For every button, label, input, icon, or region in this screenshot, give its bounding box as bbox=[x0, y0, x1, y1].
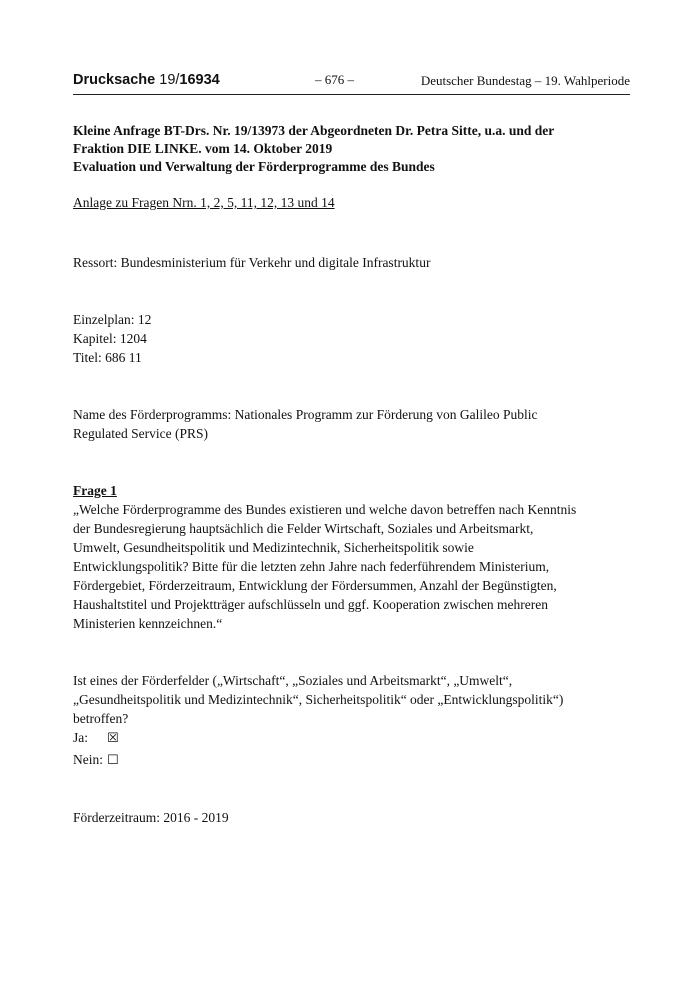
frage-text-line: Fördergebiet, Förderzeitraum, Entwicklung der Fördersummen, Anzahl der Begünstigten, bbox=[73, 578, 557, 593]
ressort-line: Ressort: Bundesministerium für Verkehr und digitale Infrastruktur bbox=[73, 255, 431, 270]
ja-checkbox-checked-icon[interactable]: ☒ bbox=[107, 731, 119, 746]
ja-option bbox=[73, 728, 119, 748]
page-number: – 676 – bbox=[315, 72, 354, 87]
kapitel-line: Kapitel: 1204 bbox=[73, 331, 147, 346]
title-line-2: Fraktion DIE LINKE. vom 14. Oktober 2019 bbox=[73, 141, 333, 156]
programm-line-1: Name des Förderprogramms: Nationales Programm zur Förderung von Galileo Public bbox=[73, 407, 538, 422]
programm-line-2: Regulated Service (PRS) bbox=[73, 426, 208, 441]
title-line-3: Evaluation und Verwaltung der Förderprogramme des Bundes bbox=[73, 159, 435, 174]
doc-label: Drucksache bbox=[73, 72, 156, 88]
inquiry-line: „Gesundheitspolitik und Medizintechnik“, Sicherheitspolitik“ oder „Entwicklungspolitik“) bbox=[73, 692, 564, 707]
doc-number: 16934 bbox=[179, 72, 220, 88]
frage-text-line: „Welche Förderprogramme des Bundes existieren und welche davon betreffen nach Kenntnis bbox=[73, 502, 577, 517]
frage-heading: Frage 1 bbox=[73, 483, 117, 498]
frage-text-line: Haushaltstitel und Projektträger aufschlüsseln und ggf. Kooperation zwischen mehreren bbox=[73, 597, 548, 612]
einzelplan-line: Einzelplan: 12 bbox=[73, 312, 152, 327]
frage-text-line: Ministerien kennzeichnen.“ bbox=[73, 616, 223, 631]
inquiry-line: betroffen? bbox=[73, 711, 129, 726]
nein-label: Nein: bbox=[73, 752, 103, 767]
nein-checkbox-unchecked-icon[interactable]: ☐ bbox=[107, 753, 119, 768]
foerderzeitraum-line: Förderzeitraum: 2016 - 2019 bbox=[73, 810, 229, 825]
frage-text-line: Umwelt, Gesundheitspolitik und Medizintechnik, Sicherheitspolitik sowie bbox=[73, 540, 474, 555]
titel-line: Titel: 686 11 bbox=[73, 350, 142, 365]
ja-label: Ja: bbox=[73, 730, 88, 745]
nein-option bbox=[73, 750, 119, 770]
header-right-text: Deutscher Bundestag – 19. Wahlperiode bbox=[420, 73, 630, 88]
anlage-line: Anlage zu Fragen Nrn. 1, 2, 5, 11, 12, 13 und 14 bbox=[73, 195, 335, 210]
frage-text-line: Entwicklungspolitik? Bitte für die letzten zehn Jahre nach federführendem Ministerium, bbox=[73, 559, 550, 574]
frage-text-line: der Bundesregierung hauptsächlich die Felder Wirtschaft, Soziales und Arbeitsmarkt, bbox=[73, 521, 534, 536]
doc-number-prefix: 19/ bbox=[159, 72, 180, 88]
doc-reference bbox=[73, 72, 220, 88]
inquiry-line: Ist eines der Förderfelder („Wirtschaft“, „Soziales und Arbeitsmarkt“, „Umwelt“, bbox=[73, 673, 513, 688]
title-line-1: Kleine Anfrage BT-Drs. Nr. 19/13973 der Abgeordneten Dr. Petra Sitte, u.a. und der bbox=[73, 123, 555, 138]
page-header bbox=[73, 70, 630, 95]
